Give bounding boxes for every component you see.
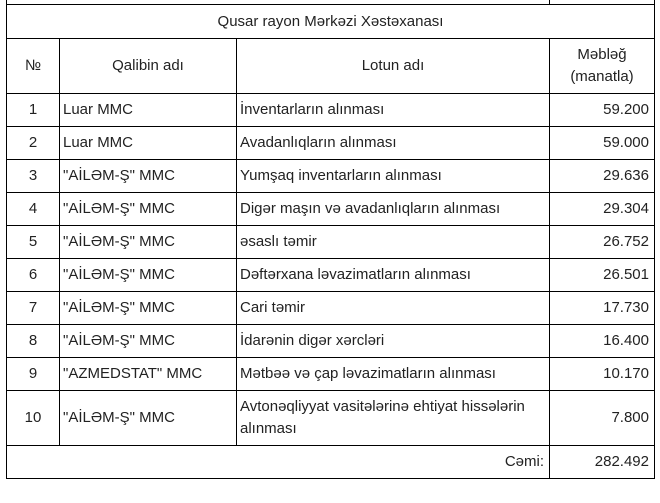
- row-lot: Digər maşın və avadanlıqların alınması: [237, 192, 550, 225]
- row-no: 7: [7, 291, 60, 324]
- row-supplier: "AİLƏM-Ş" MMC: [60, 324, 237, 357]
- header-supplier: Qalibin adı: [60, 38, 237, 93]
- row-amount: 59.000: [550, 126, 655, 159]
- row-supplier: "AİLƏM-Ş" MMC: [60, 225, 237, 258]
- row-amount: 29.636: [550, 159, 655, 192]
- table-row: [7, 324, 655, 357]
- row-lot: Cari təmir: [237, 291, 550, 324]
- row-no: 3: [7, 159, 60, 192]
- table-row: [7, 291, 655, 324]
- row-amount: 7.800: [550, 390, 655, 445]
- row-no: 4: [7, 192, 60, 225]
- row-supplier: Luar MMC: [60, 93, 237, 126]
- row-supplier: Luar MMC: [60, 126, 237, 159]
- row-amount: 16.400: [550, 324, 655, 357]
- table-row: [7, 390, 655, 445]
- total-row: [7, 445, 655, 478]
- row-amount: 17.730: [550, 291, 655, 324]
- row-lot: İdarənin digər xərcləri: [237, 324, 550, 357]
- row-no: 10: [7, 390, 60, 445]
- row-amount: 26.501: [550, 258, 655, 291]
- table-title: Qusar rayon Mərkəzi Xəstəxanası: [7, 4, 655, 38]
- procurement-table: [6, 0, 655, 479]
- total-amount: 282.492: [550, 445, 655, 478]
- row-lot: Avadanlıqların alınması: [237, 126, 550, 159]
- row-no: 1: [7, 93, 60, 126]
- row-supplier: "AİLƏM-Ş" MMC: [60, 390, 237, 445]
- table-row: [7, 258, 655, 291]
- row-no: 9: [7, 357, 60, 390]
- row-lot: İnventarların alınması: [237, 93, 550, 126]
- row-supplier: "AİLƏM-Ş" MMC: [60, 258, 237, 291]
- row-amount: 26.752: [550, 225, 655, 258]
- row-amount: 10.170: [550, 357, 655, 390]
- row-amount: 29.304: [550, 192, 655, 225]
- row-lot: əsaslı təmir: [237, 225, 550, 258]
- row-no: 5: [7, 225, 60, 258]
- table-row: [7, 225, 655, 258]
- row-lot: Mətbəə və çap ləvazimatların alınması: [237, 357, 550, 390]
- row-supplier: "AİLƏM-Ş" MMC: [60, 291, 237, 324]
- title-row: [7, 4, 655, 38]
- row-lot: Avtonəqliyyat vasitələrinə ehtiyat hissələrin alınması: [237, 390, 550, 445]
- row-supplier: "AİLƏM-Ş" MMC: [60, 159, 237, 192]
- row-no: 6: [7, 258, 60, 291]
- table-row: [7, 159, 655, 192]
- table-row: [7, 192, 655, 225]
- header-row: [7, 38, 655, 93]
- row-supplier: "AİLƏM-Ş" MMC: [60, 192, 237, 225]
- row-amount: 59.200: [550, 93, 655, 126]
- table-row: [7, 93, 655, 126]
- row-lot: Dəftərxana ləvazimatların alınması: [237, 258, 550, 291]
- header-amount: Məbləğ (manatla): [550, 38, 655, 93]
- row-supplier: "AZMEDSTAT" MMC: [60, 357, 237, 390]
- row-no: 2: [7, 126, 60, 159]
- table-row: [7, 357, 655, 390]
- row-lot: Yumşaq inventarların alınması: [237, 159, 550, 192]
- table-row: [7, 126, 655, 159]
- header-no: №: [7, 38, 60, 93]
- header-lot: Lotun adı: [237, 38, 550, 93]
- total-label: Cəmi:: [7, 445, 550, 478]
- row-no: 8: [7, 324, 60, 357]
